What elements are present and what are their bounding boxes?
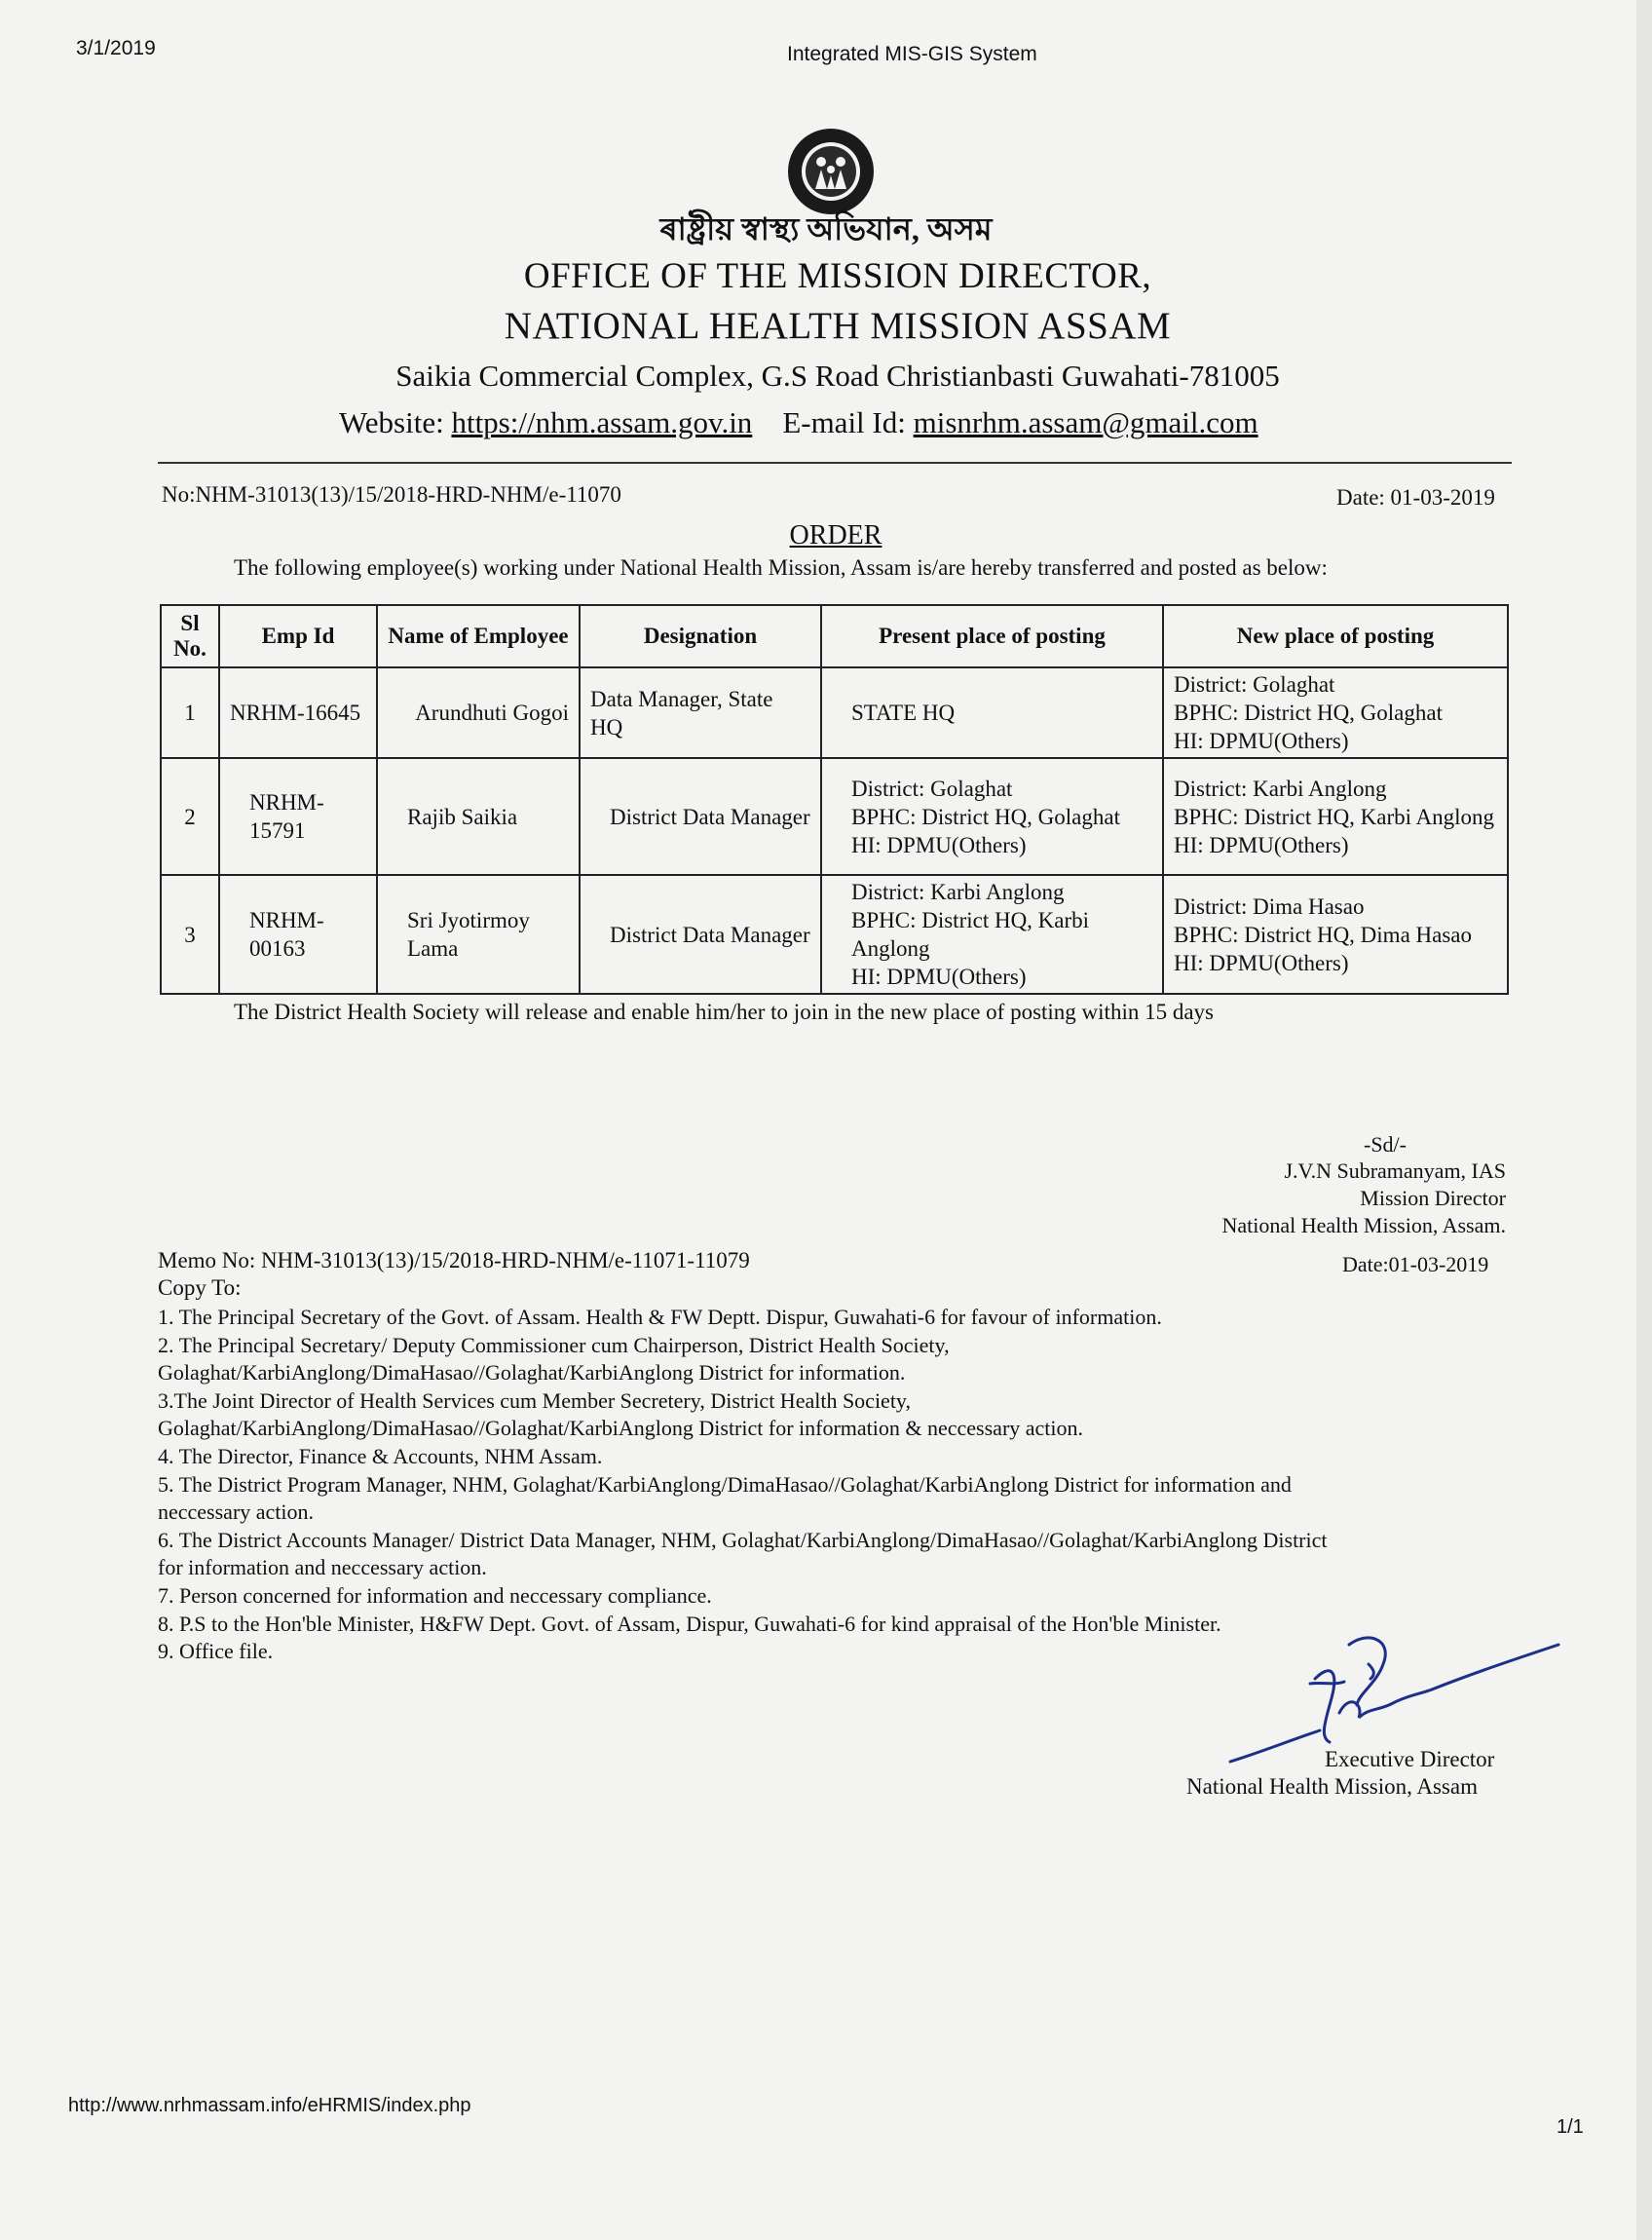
cell-present-place: STATE HQ xyxy=(821,667,1163,758)
copy-line: 6. The District Accounts Manager/ District Data Manager, NHM, Golaghat/KarbiAnglong/DimaHasao//Golaghat/KarbiAnglong District xyxy=(158,1527,1328,1552)
copy-line: 8. P.S to the Hon'ble Minister, H&FW Dept. Govt. of Assam, Dispur, Guwahati-6 for kind appraisal of the Hon'ble Minister. xyxy=(158,1611,1221,1636)
signatory-designation: Mission Director xyxy=(1360,1186,1506,1210)
copy-line: Golaghat/KarbiAnglong/DimaHasao//Golaghat/KarbiAnglong District for information. xyxy=(158,1360,906,1386)
copy-line: for information and neccessary action. xyxy=(158,1555,487,1580)
transfer-table xyxy=(160,604,1509,995)
cell-present-place: District: Golaghat BPHC: District HQ, Golaghat HI: DPMU(Others) xyxy=(821,758,1163,875)
office-line1: OFFICE OF THE MISSION DIRECTOR, xyxy=(523,256,1152,296)
copy-line: 5. The District Program Manager, NHM, Golaghat/KarbiAnglong/DimaHasao//Golaghat/KarbiAnglong District for information and xyxy=(158,1471,1292,1497)
copy-line: 3.The Joint Director of Health Services cum Member Secretery, District Health Society, xyxy=(158,1387,912,1413)
header-present-place: Present place of posting xyxy=(821,605,1163,667)
copy-to-label: Copy To: xyxy=(158,1275,242,1300)
header-designation: Designation xyxy=(580,605,821,667)
signatory-name: J.V.N Subramanyam, IAS xyxy=(1284,1158,1506,1183)
cell-designation: Data Manager, State HQ xyxy=(580,667,821,758)
cell-sl: 3 xyxy=(161,875,219,994)
website-link[interactable]: https://nhm.assam.gov.in xyxy=(451,405,753,439)
memo-number: Memo No: NHM-31013(13)/15/2018-HRD-NHM/e-11071-11079 xyxy=(158,1248,750,1272)
cell-emp-id: NRHM-16645 xyxy=(219,667,377,758)
copy-line: Golaghat/KarbiAnglong/DimaHasao//Golaghat/KarbiAnglong District for information & neccessary action. xyxy=(158,1416,1084,1441)
header-sl-no: Sl No. xyxy=(161,605,219,667)
order-date: Date: 01-03-2019 xyxy=(1336,485,1495,510)
cell-new-place: District: Karbi Anglong BPHC: District HQ, Karbi Anglong HI: DPMU(Others) xyxy=(1163,758,1508,875)
contact-line xyxy=(339,405,1258,440)
copy-line: 4. The Director, Finance & Accounts, NHM Assam. xyxy=(158,1443,603,1468)
cell-sl: 2 xyxy=(161,758,219,875)
header-emp-id: Emp Id xyxy=(219,605,377,667)
website-label: Website: xyxy=(339,405,444,439)
footer-url: http://www.nrhmassam.info/eHRMIS/index.php xyxy=(68,2095,471,2116)
cell-name: Arundhuti Gogoi xyxy=(377,667,580,758)
table-header-row xyxy=(161,605,1508,667)
header-new-place: New place of posting xyxy=(1163,605,1508,667)
table-row xyxy=(161,667,1508,758)
email-label: E-mail Id: xyxy=(782,405,906,439)
copy-line: 7. Person concerned for information and neccessary compliance. xyxy=(158,1582,712,1608)
order-number: No:NHM-31013(13)/15/2018-HRD-NHM/e-11070 xyxy=(162,482,621,507)
exec-designation: Executive Director xyxy=(1325,1747,1495,1771)
cell-new-place: District: Golaghat BPHC: District HQ, Golaghat HI: DPMU(Others) xyxy=(1163,667,1508,758)
order-intro: The following employee(s) working under National Health Mission, Assam is/are hereby transferred and posted as below: xyxy=(234,555,1328,580)
copy-line: 2. The Principal Secretary/ Deputy Commissioner cum Chairperson, District Health Society, xyxy=(158,1332,950,1357)
cell-designation: District Data Manager xyxy=(580,875,821,994)
cell-new-place: District: Dima Hasao BPHC: District HQ, Dima Hasao HI: DPMU(Others) xyxy=(1163,875,1508,994)
cell-name: Rajib Saikia xyxy=(377,758,580,875)
print-title: Integrated MIS-GIS System xyxy=(787,43,1037,65)
cell-emp-id: NRHM-00163 xyxy=(219,875,377,994)
office-line2: NATIONAL HEALTH MISSION ASSAM xyxy=(504,305,1172,347)
email-link[interactable]: misnrhm.assam@gmail.com xyxy=(913,405,1258,439)
cell-sl: 1 xyxy=(161,667,219,758)
header-employee-name: Name of Employee xyxy=(377,605,580,667)
copy-line: 1. The Principal Secretary of the Govt. of Assam. Health & FW Deptt. Dispur, Guwahati-6 for favour of information. xyxy=(158,1305,1162,1329)
cell-designation: District Data Manager xyxy=(580,758,821,875)
assamese-title: ৰাষ্ট্ৰীয় স্বাস্থ্য অভিযান, অসম xyxy=(659,211,993,247)
print-date: 3/1/2019 xyxy=(76,37,156,59)
sd-mark: -Sd/- xyxy=(1364,1132,1407,1157)
footer-page-number: 1/1 xyxy=(1557,2116,1584,2138)
memo-date: Date:01-03-2019 xyxy=(1342,1252,1489,1276)
release-note: The District Health Society will release and enable him/her to join in the new place of posting within 15 days xyxy=(234,1000,1214,1024)
order-title: ORDER xyxy=(789,520,882,551)
table-row xyxy=(161,758,1508,875)
table-row xyxy=(161,875,1508,994)
copy-line: 9. Office file. xyxy=(158,1639,274,1664)
cell-emp-id: NRHM-15791 xyxy=(219,758,377,875)
cell-present-place: District: Karbi Anglong BPHC: District HQ, Karbi Anglong HI: DPMU(Others) xyxy=(821,875,1163,994)
copy-to-list xyxy=(158,1304,1521,1666)
copy-line: neccessary action. xyxy=(158,1500,315,1525)
exec-org: National Health Mission, Assam xyxy=(1186,1774,1478,1799)
signatory-org: National Health Mission, Assam. xyxy=(1221,1213,1506,1237)
office-address: Saikia Commercial Complex, G.S Road Christianbasti Guwahati-781005 xyxy=(395,359,1280,393)
cell-name: Sri Jyotirmoy Lama xyxy=(377,875,580,994)
letterhead-divider xyxy=(158,462,1512,464)
